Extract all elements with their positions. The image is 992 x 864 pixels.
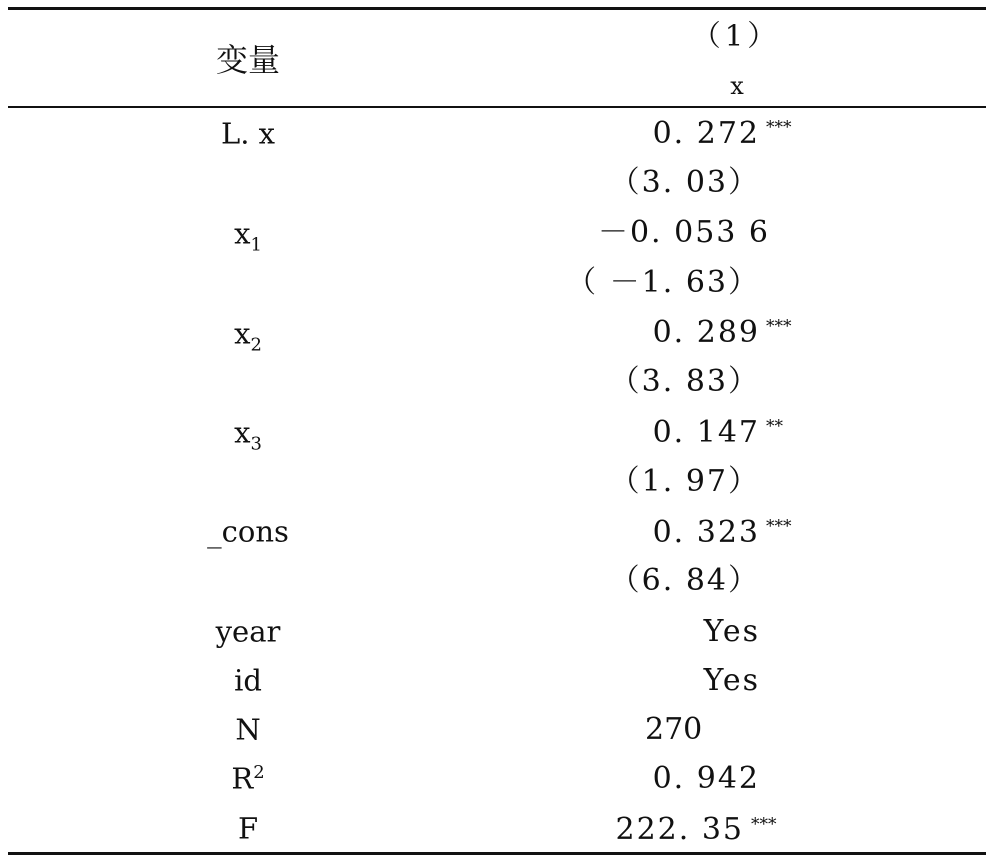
significance-stars: *** [751,814,777,835]
row-label-n: N [235,712,261,747]
coef-cons: 0. 323 [652,515,760,550]
dependent-variable-header: x [730,72,744,100]
row-variable-id: id [234,663,262,698]
row-variable-year: year [215,614,281,649]
stat-r2-value: 0. 942 [652,761,760,796]
tstat-x3: （1. 97） [609,464,760,499]
row-variable-lag-x: L. x [220,116,276,151]
tstat-x1: （ －1. 63） [566,265,760,300]
header-rule [8,106,986,108]
variable-column-header: 变量 [215,41,281,79]
stat-n-value: 270 [645,712,703,747]
significance-stars: *** [766,316,792,337]
row-variable-x3: $x_3$ [234,415,262,455]
model-number-header: （1） [691,18,781,53]
coef-x3: 0. 147 [652,415,760,450]
row-variable-x2: $x_2$ [234,316,262,356]
top-rule [8,7,986,10]
tstat-cons: （6. 84） [609,563,760,598]
significance-stars: *** [766,516,792,537]
significance-stars: *** [766,117,792,138]
coef-lag-x: 0. 272 [652,116,760,151]
significance-stars: ** [766,416,783,437]
row-label-f: F [237,811,259,846]
control-id-value: Yes [703,663,760,698]
bottom-rule [8,852,986,855]
tstat-x2: （3. 83） [609,364,760,399]
coef-x1: －0. 053 6 [597,215,770,250]
stat-f-value: 222. 35 [615,812,744,847]
row-variable-cons: _cons [207,514,289,549]
tstat-lag-x: （3. 03） [609,165,760,200]
row-label-r2: $R^2$ [231,761,265,796]
control-year-value: Yes [703,614,760,649]
row-variable-x1: $x_1$ [234,216,262,256]
coef-x2: 0. 289 [652,315,760,350]
